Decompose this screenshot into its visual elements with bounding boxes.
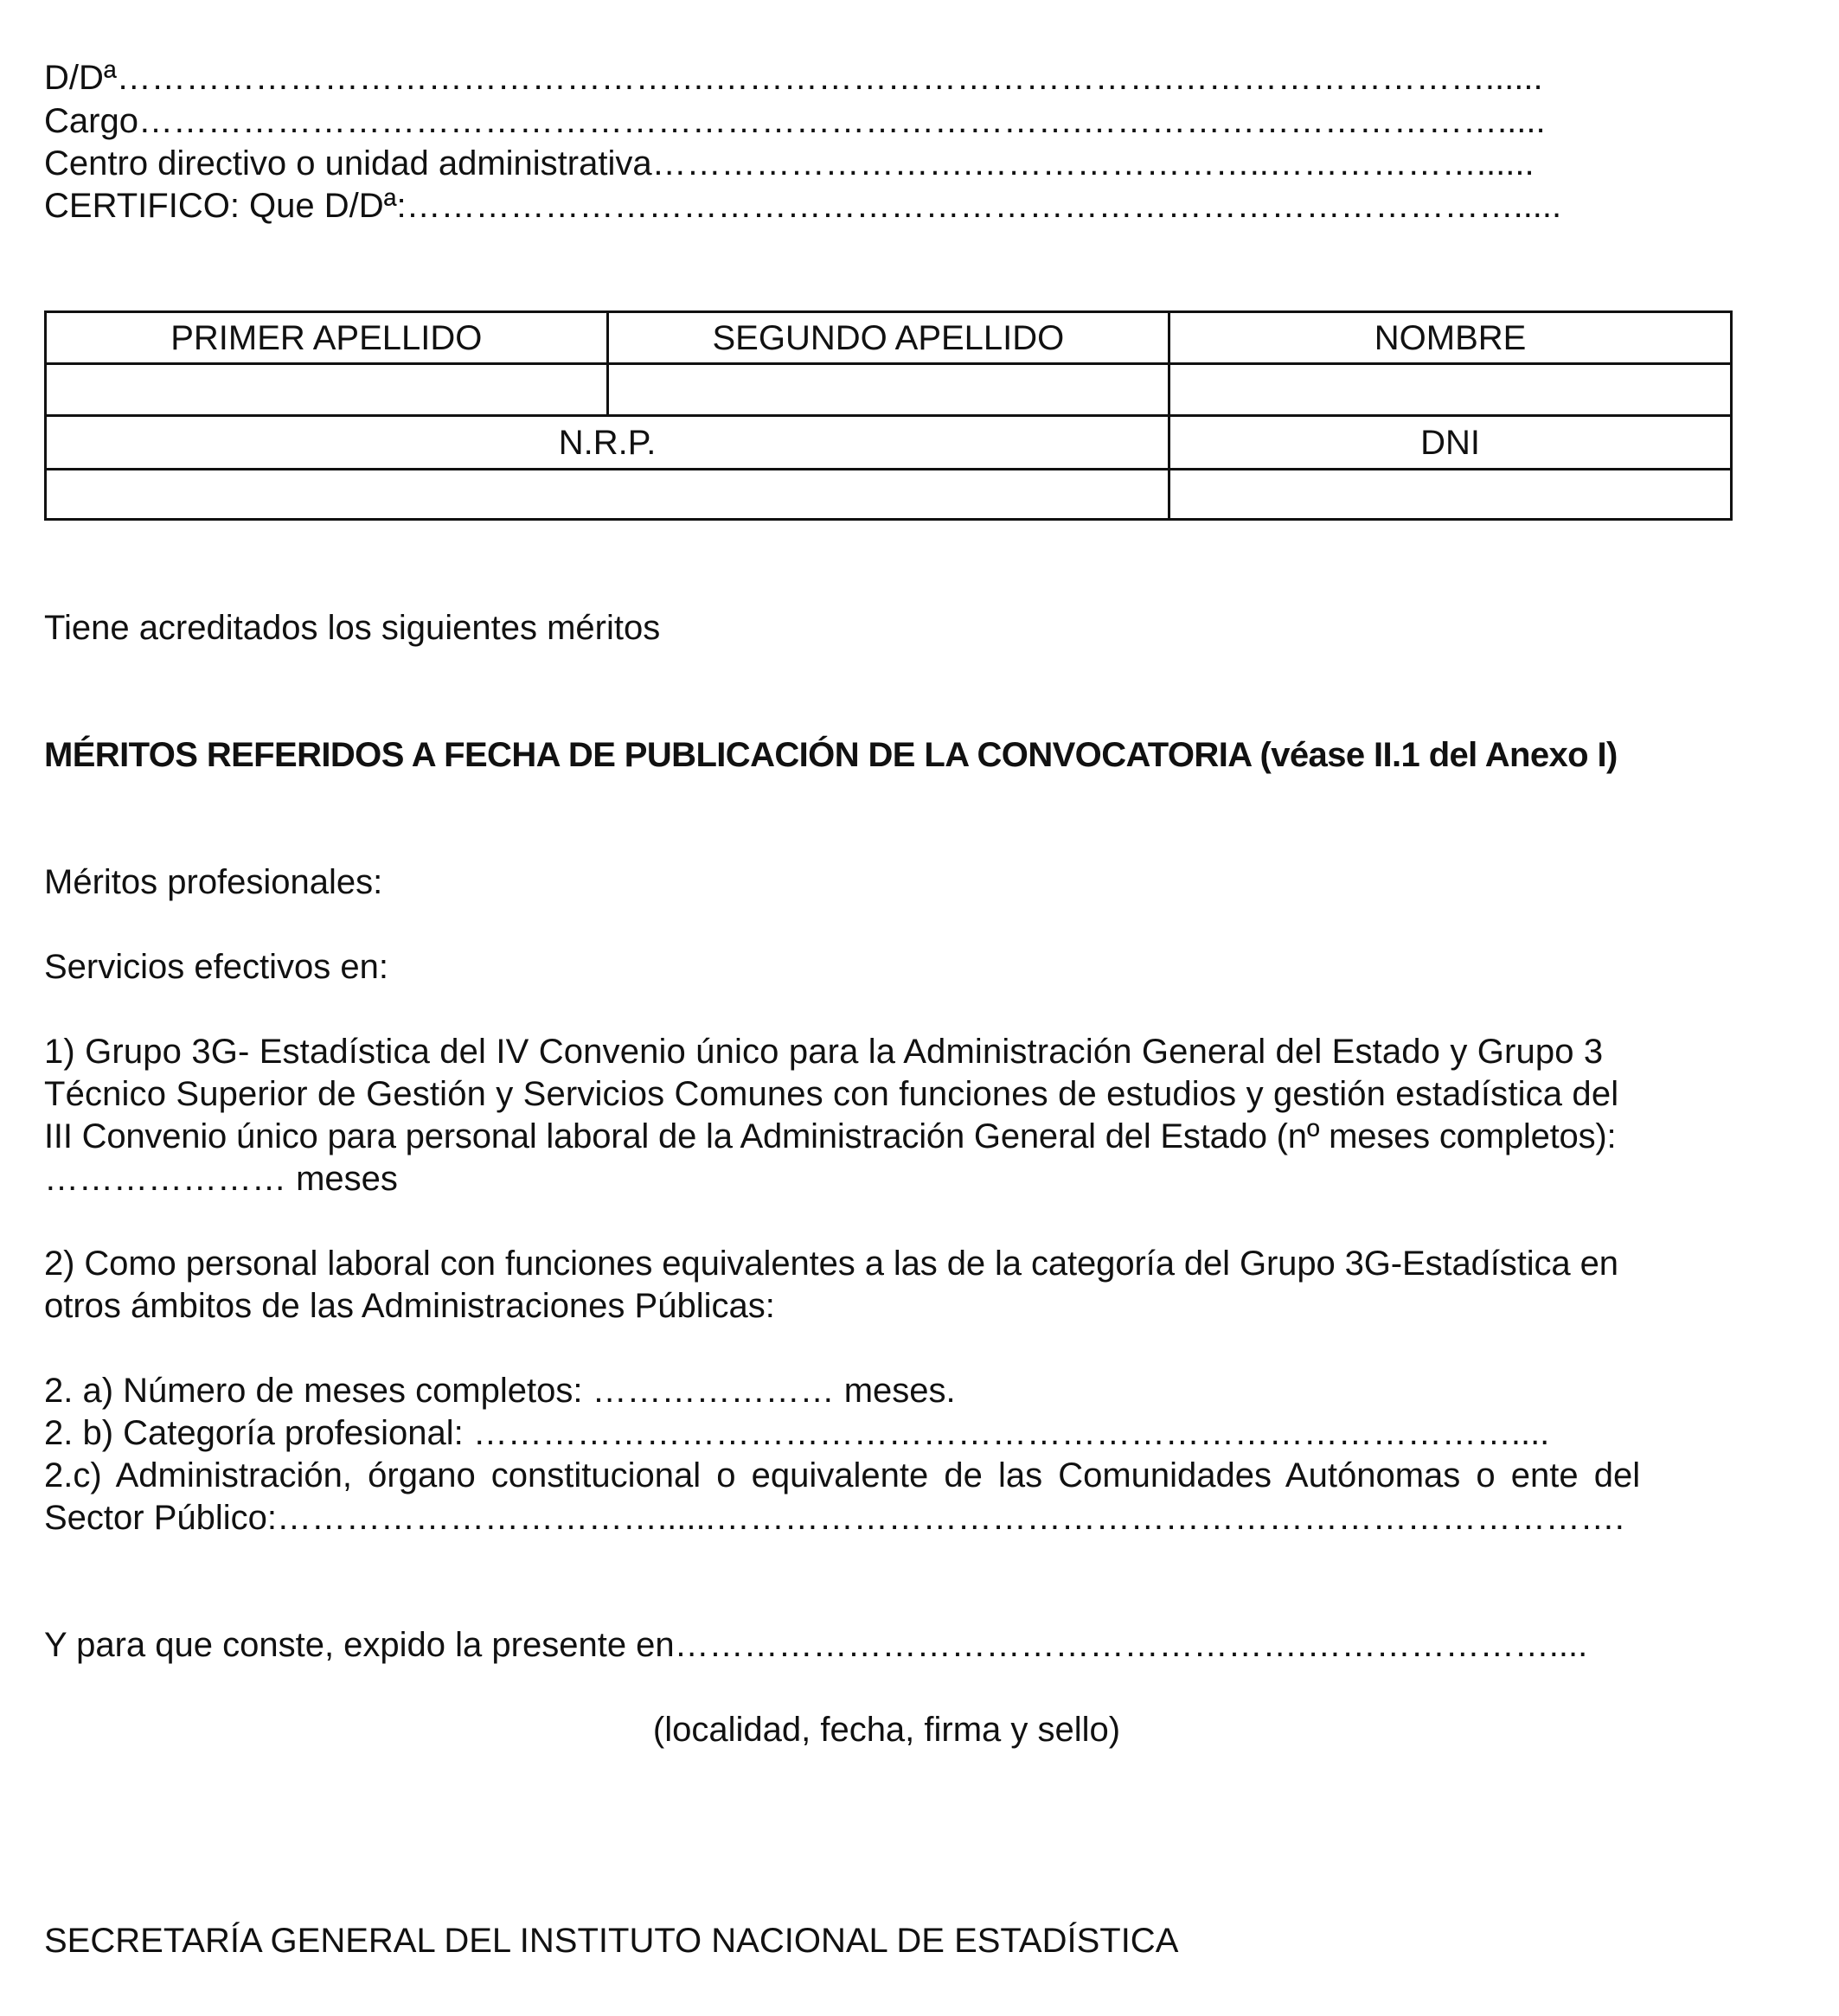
- item2b-categoria: 2. b) Categoría profesional: ………………………………………………………………………………....: [44, 1414, 1550, 1452]
- header-nrp: N.R.P.: [46, 416, 1169, 470]
- header-nombre: NOMBRE: [1169, 312, 1732, 364]
- conste-line: Y para que conste, expido la presente en……………………………………………….…………………....: [44, 1626, 1588, 1664]
- item2c-line1: 2.c) Administración, órgano constitucional o equivalente de las Comunidades Autónomas o ente del: [44, 1456, 1641, 1494]
- item1-line4: ………………… meses: [44, 1160, 398, 1198]
- field-centro-directivo: Centro directivo o unidad administrativa……………………….……………………..………………......: [44, 144, 1535, 182]
- cell-nombre[interactable]: [1169, 364, 1732, 416]
- cell-primer-apellido[interactable]: [46, 364, 608, 416]
- header-segundo-apellido: SEGUNDO APELLIDO: [607, 312, 1169, 364]
- secretaria-general: SECRETARÍA GENERAL DEL INSTITUTO NACIONAL DE ESTADÍSTICA: [44, 1922, 1179, 1960]
- field-cargo: Cargo……………………………………………………………………….……………………………….....: [44, 102, 1546, 140]
- tiene-acreditados-text: Tiene acreditados los siguientes méritos: [44, 609, 661, 647]
- cell-nrp[interactable]: [46, 470, 1169, 520]
- item2c-line2: Sector Público:……………………………......…………………………………………………………………….: [44, 1499, 1624, 1537]
- localidad-fecha-firma: (localidad, fecha, firma y sello): [652, 1711, 1121, 1749]
- identification-table: [44, 310, 1733, 521]
- field-certifico: CERTIFICO: Que D/Dª:…………………………………………………………………………………….....: [44, 187, 1562, 225]
- header-dni: DNI: [1169, 416, 1732, 470]
- item2-line1: 2) Como personal laboral con funciones equivalentes a las de la categoría del Grupo 3G-Estadística en: [44, 1245, 1618, 1283]
- item1-line2: Técnico Superior de Gestión y Servicios Comunes con funciones de estudios y gestión estadística del: [44, 1075, 1619, 1113]
- field-dda: D/Dª…………………………………………….………………………………….………………………......: [44, 59, 1543, 97]
- item1-line3: III Convenio único para personal laboral de la Administración General del Estado (nº meses completos):: [44, 1117, 1617, 1155]
- meritos-profesionales-label: Méritos profesionales:: [44, 863, 383, 901]
- item2a-meses: 2. a) Número de meses completos: ………………… meses.: [44, 1372, 956, 1410]
- header-primer-apellido: PRIMER APELLIDO: [46, 312, 608, 364]
- cell-dni[interactable]: [1169, 470, 1732, 520]
- meritos-heading: MÉRITOS REFERIDOS A FECHA DE PUBLICACIÓN DE LA CONVOCATORIA (véase II.1 del Anexo I): [44, 736, 1618, 774]
- cell-segundo-apellido[interactable]: [607, 364, 1169, 416]
- item2-line2: otros ámbitos de las Administraciones Públicas:: [44, 1287, 775, 1325]
- item1-line1: 1) Grupo 3G- Estadística del IV Convenio único para la Administración General del Estado y Grupo 3: [44, 1033, 1604, 1071]
- servicios-efectivos-label: Servicios efectivos en:: [44, 948, 388, 986]
